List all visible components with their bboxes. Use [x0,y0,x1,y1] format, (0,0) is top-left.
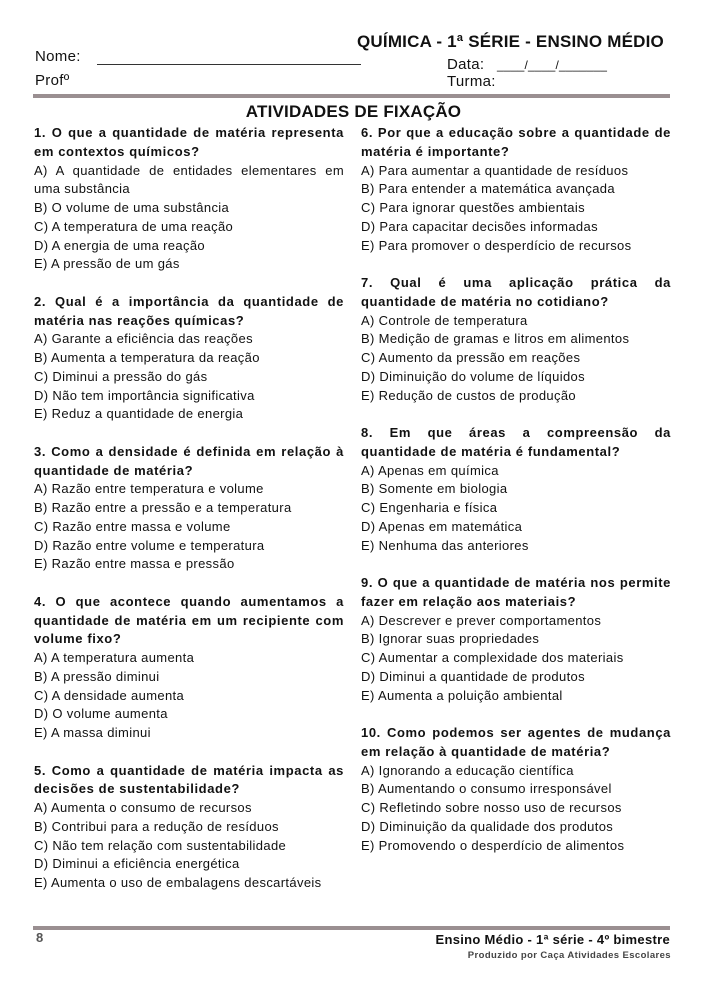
option: C) A temperatura de uma reação [34,218,234,234]
question-1 [34,124,344,274]
option: B) Aumentando o consumo irresponsável [361,781,612,797]
page-number: 8 [36,930,44,945]
prof-label: Profº [35,72,70,89]
option: C) Aumento da pressão em reações [361,350,581,365]
option: E) Razão entre massa e pressão [34,556,235,572]
option: B) Razão entre a pressão e a temperatura [34,500,292,515]
footer-divider [33,926,670,930]
option: D) Para capacitar decisões informadas [361,218,598,234]
option: D) Diminuição do volume de líquidos [361,368,585,384]
option: D) Diminui a eficiência energética [34,856,240,872]
question-text: 10. Como podemos ser agentes de mudança em relação à quantidade de matéria? [361,725,671,759]
subject-title: QUÍMICA - 1ª SÉRIE - ENSINO MÉDIO [357,32,664,51]
option: C) Diminui a pressão do gás [34,368,208,384]
option: E) Promovendo o desperdício de alimentos [361,837,625,853]
option: B) O volume de uma substância [34,200,230,215]
section-title: ATIVIDADES DE FIXAÇÃO [245,102,462,121]
option: A) Garante a eficiência das reações [34,331,253,347]
date-field[interactable]: ____/____/_______ [497,58,608,72]
question-text: 2. Qual é a importância da quantidade de matéria nas reações químicas? [34,293,344,328]
option: D) Diminuição da qualidade dos produtos [361,818,614,834]
option: E) Aumenta a poluição ambiental [361,687,563,703]
data-label: Data: [447,56,485,73]
option: E) Para promover o desperdício de recursos [361,237,632,253]
footer-series: Ensino Médio - 1ª série - 4º bimestre [435,932,670,947]
option: A) Para aumentar a quantidade de resíduos [361,162,629,178]
option: D) Razão entre volume e temperatura [34,537,265,553]
option: C) Não tem relação com sustentabilidade [34,837,287,853]
questions-left-column [34,124,344,912]
option: E) Aumenta o uso de embalagens descartáveis [34,875,322,890]
question-10 [361,724,671,855]
option: A) Razão entre temperatura e volume [34,481,264,497]
question-5 [34,762,344,893]
option: C) Engenharia e física [361,500,498,515]
question-9 [361,574,671,705]
question-2 [34,293,344,424]
question-text: 7. Qual é uma aplicação prática da quantidade de matéria no cotidiano? [361,275,671,309]
option: C) Aumentar a complexidade dos materiais [361,650,624,665]
question-8 [361,424,671,555]
option: D) A energia de uma reação [34,237,205,253]
question-text: 8. Em que áreas a compreensão da quantidade de matéria é fundamental? [361,425,671,459]
question-text: 6. Por que a educação sobre a quantidade de matéria é importante? [361,125,671,159]
option: A) A quantidade de entidades elementares em uma substância [34,162,344,197]
option: E) Reduz a quantidade de energia [34,406,244,422]
question-4 [34,593,344,743]
option: E) A pressão de um gás [34,256,180,272]
option: C) Razão entre massa e volume [34,518,231,534]
nome-label: Nome: [35,48,81,65]
questions-right-column [361,124,671,874]
option: E) A massa diminui [34,725,151,740]
option: A) Ignorando a educação científica [361,762,574,778]
option: D) Não tem importância significativa [34,387,255,403]
option: B) Contribui para a redução de resíduos [34,818,279,834]
option: A) Controle de temperatura [361,312,528,328]
option: D) Diminui a quantidade de produtos [361,668,585,684]
question-text: 9. O que a quantidade de matéria nos permite fazer em relação aos materiais? [361,575,671,609]
nome-field[interactable] [97,64,361,65]
question-7 [361,274,671,405]
question-text: 3. Como a densidade é definida em relação à quantidade de matéria? [34,443,344,478]
option: B) Ignorar suas propriedades [361,631,540,647]
footer-credit: Produzido por Caça Atividades Escolares [467,950,671,961]
option: A) A temperatura aumenta [34,650,195,665]
option: E) Redução de custos de produção [361,387,576,403]
option: E) Nenhuma das anteriores [361,537,529,553]
question-3 [34,443,344,574]
turma-label: Turma: [447,73,496,90]
option: C) Para ignorar questões ambientais [361,200,585,215]
option: C) Refletindo sobre nosso uso de recursos [361,800,622,815]
header-divider [33,94,670,98]
question-text: 5. Como a quantidade de matéria impacta as decisões de sustentabilidade? [34,762,344,797]
option: A) Aumenta o consumo de recursos [34,800,252,815]
option: A) Descrever e prever comportamentos [361,612,602,628]
question-6 [361,124,671,255]
option: B) Aumenta a temperatura da reação [34,350,260,365]
question-text: 1. O que a quantidade de matéria representa em contextos químicos? [34,125,344,159]
option: D) O volume aumenta [34,706,168,722]
option: B) Somente em biologia [361,481,508,497]
option: A) Apenas em química [361,462,499,478]
option: B) A pressão diminui [34,668,160,684]
question-text: 4. O que acontece quando aumentamos a quantidade de matéria em um recipiente com volume fixo? [34,593,344,647]
option: B) Medição de gramas e litros em alimentos [361,331,630,347]
option: D) Apenas em matemática [361,518,523,534]
option: B) Para entender a matemática avançada [361,181,615,197]
option: C) A densidade aumenta [34,687,185,703]
